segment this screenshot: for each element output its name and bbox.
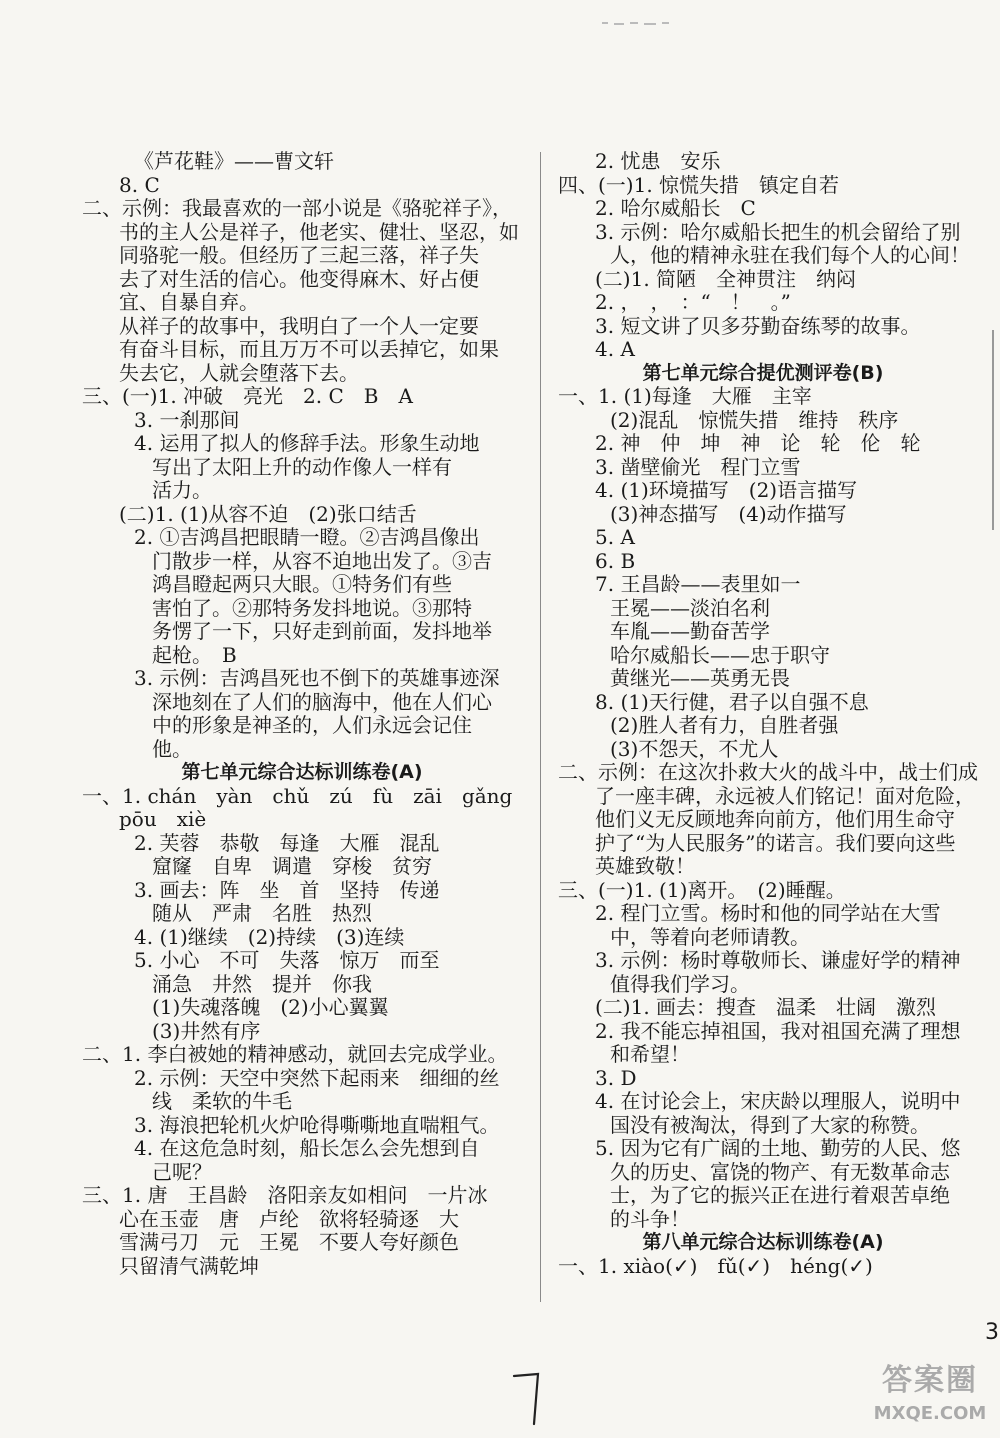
answer-line: 一、1. (1)每逢 大雁 主宰 [558, 384, 812, 408]
handwritten-mark [508, 1368, 548, 1428]
answer-line: 6. B [595, 548, 636, 573]
answer-line: 《芦花鞋》——曹文轩 [134, 149, 334, 173]
answer-line: 深地刻在了人们的脑海中，他在人们心 [152, 689, 492, 714]
answer-line: 起枪。 B [152, 642, 237, 667]
answer-line: 5. A [595, 525, 635, 549]
answer-line: 随从 严肃 名胜 热烈 [152, 901, 372, 925]
answer-line: 3. 短文讲了贝多芬勤奋练琴的故事。 [595, 313, 921, 338]
answer-line: 4. (1)环境描写 (2)语言描写 [595, 478, 858, 502]
answer-line: 2. 神 仲 坤 神 论 轮 伦 轮 [595, 431, 921, 455]
answer-line: 4. A [595, 337, 635, 361]
answer-line: 3. 凿壁偷光 程门立雪 [595, 454, 801, 479]
answer-line: 3. 海浪把轮机火炉呛得嘶嘶地直喘粗气。 [134, 1112, 500, 1137]
page-number: 3 [985, 1320, 999, 1345]
answer-line: 线 柔软的牛毛 [152, 1089, 292, 1113]
answer-line: 3. 示例：杨时尊敬师长、谦虚好学的精神 [595, 948, 961, 972]
answer-line: 窟窿 自卑 调遣 穿梭 贫穷 [152, 854, 432, 878]
answer-line: 哈尔威船长——忠于职守 [610, 642, 830, 667]
answer-line: (二)1. 画去：搜查 温柔 壮阔 激烈 [595, 995, 937, 1019]
answer-line: 2. ①吉鸿昌把眼睛一瞪。②吉鸿昌像出 [134, 525, 480, 549]
section-title: 第八单元综合达标训练卷(A) [642, 1231, 884, 1253]
answer-line: 和希望！ [610, 1042, 690, 1066]
answer-line: 值得我们学习。 [610, 971, 750, 996]
answer-line: pōu xiè [119, 807, 207, 831]
answer-line: 8. (1)天行健，君子以自强不息 [595, 689, 869, 714]
answer-line: (3)不怨天，不尤人 [610, 736, 779, 761]
answer-line: 4. 在这危急时刻，船长怎么会先想到自 [134, 1136, 480, 1160]
answer-line: 他们义无反顾地奔向前方，他们用生命守 [595, 807, 955, 831]
section-title: 第七单元综合提优测评卷(B) [642, 361, 884, 384]
answer-line: 他。 [152, 736, 192, 761]
section-title: 第七单元综合达标训练卷(A) [181, 761, 423, 783]
answer-line: 一、1. chán yàn chǔ zú fù zāi gǎng [82, 783, 513, 808]
answer-line: 了一座丰碑，永远被人们铭记！面对危险， [595, 783, 975, 808]
answer-line: 5. 小心 不可 失落 惊万 而至 [134, 948, 440, 972]
answer-line: 久的历史、富饶的物产、有无数革命志 [610, 1159, 950, 1184]
left-answer-column [82, 150, 522, 1278]
answer-line: 写出了太阳上升的动作像人一样有 [152, 454, 452, 479]
answer-line: 士，为了它的振兴正在进行着艰苦卓绝 [610, 1183, 950, 1207]
answer-line: 雪满弓刀 元 王冕 不要人夸好颜色 [119, 1230, 459, 1254]
answer-line: 害怕了。②那特务发抖地说。③那特 [152, 595, 472, 620]
answer-line: 一、1. xiào(✓) fǔ(✓) héng(✓) [558, 1253, 873, 1278]
answer-line: 中的形象是神圣的，人们永远会记住 [152, 713, 472, 737]
answer-line: 黄继光——英勇无畏 [610, 666, 790, 690]
answer-line: 二、示例：我最喜欢的一部小说是《骆驼祥子》， [82, 196, 512, 220]
answer-line: 2. 芙蓉 恭敬 每逢 大雁 混乱 [134, 830, 440, 855]
watermark-logo: 答案圈 [882, 1363, 978, 1398]
answer-line: 三、(一)1. (1)离开。 (2)睡醒。 [558, 877, 846, 902]
column-divider [540, 152, 541, 1302]
answer-line: 人，他的精神永驻在我们每个人的心间！ [610, 243, 970, 267]
answer-line: (二)1. (1)从容不迫 (2)张口结舌 [119, 501, 417, 526]
answer-line: 有奋斗目标，而且万万不可以丢掉它，如果 [119, 337, 499, 361]
answer-line: 2. 示例：天空中突然下起雨来 细细的丝 [134, 1065, 500, 1090]
answer-line: 从祥子的故事中，我明白了一个人一定要 [119, 313, 479, 338]
answer-line: 王冕——淡泊名利 [610, 595, 770, 620]
page-edge-shadow [992, 330, 1000, 530]
answer-line: 2. 我不能忘掉祖国，我对祖国充满了理想 [595, 1018, 961, 1043]
answer-line: 涌急 井然 提并 你我 [152, 971, 372, 996]
answer-line: 3. 示例：吉鸿昌死也不倒下的英雄事迹深 [134, 666, 500, 690]
answer-line: 车胤——勤奋苦学 [610, 619, 770, 643]
answer-line: 7. 王昌龄——表里如一 [595, 572, 801, 596]
answer-line: 只留清气满乾坤 [119, 1253, 259, 1278]
answer-line: 4. (1)继续 (2)持续 (3)连续 [134, 924, 405, 949]
answer-line: 2. 哈尔威船长 C [595, 196, 756, 220]
answer-line: 国没有被淘汰，得到了大家的称赞。 [610, 1112, 930, 1137]
answer-line: 的斗争！ [610, 1206, 690, 1231]
answer-line: (二)1. 简陋 全神贯注 纳闷 [595, 266, 857, 291]
answer-line: 3. 示例：哈尔威船长把生的机会留给了别 [595, 219, 961, 244]
answer-line: 务愣了一下，只好走到前面，发抖地举 [152, 619, 492, 643]
answer-line: 5. 因为它有广阔的土地、勤劳的人民、悠 [595, 1136, 961, 1160]
answer-line: (1)失魂落魄 (2)小心翼翼 [152, 995, 389, 1019]
answer-line: 英雄致敬！ [595, 854, 695, 878]
answer-line: 中，等着向老师请教。 [610, 924, 810, 949]
watermark-url: MXQE.COM [873, 1403, 987, 1424]
answer-line: 三、(一)1. 冲破 亮光 2. C B A [82, 384, 413, 408]
answer-line: 己呢？ [152, 1159, 212, 1184]
answer-line: 2. 程门立雪。杨时和他的同学站在大雪 [595, 901, 941, 925]
answer-line: (3)井然有序 [152, 1018, 261, 1043]
answer-line: 3. 一刹那间 [134, 407, 240, 432]
answer-line: 8. C [119, 172, 160, 197]
answer-line: 心在玉壶 唐 卢纶 欲将轻骑逐 大 [119, 1206, 459, 1231]
answer-line: 2. ， ， ：“ ！ 。” [595, 290, 791, 314]
answer-line: (3)神态描写 (4)动作描写 [610, 501, 847, 526]
answer-line: 书的主人公是祥子，他老实、健壮、坚忍，如 [119, 219, 519, 244]
answer-line: 门散步一样，从容不迫地出发了。③吉 [152, 548, 492, 573]
answer-line: 二、1. 李白被她的精神感动，就回去完成学业。 [82, 1042, 508, 1066]
answer-line: 失去它，人就会堕落下去。 [119, 360, 359, 385]
answer-line: 4. 运用了拟人的修辞手法。形象生动地 [134, 431, 480, 455]
answer-line: 2. 忧患 安乐 [595, 149, 721, 173]
scan-artifact [600, 14, 680, 24]
site-watermark [865, 1355, 995, 1435]
answer-line: (2)胜人者有力，自胜者强 [610, 713, 839, 737]
answer-line: 4. 在讨论会上，宋庆龄以理服人，说明中 [595, 1089, 961, 1113]
answer-line: 鸿昌瞪起两只大眼。①特务们有些 [152, 572, 452, 596]
right-answer-column [558, 149, 978, 1278]
answer-line: 去了对生活的信心。他变得麻木、好占便 [119, 266, 479, 291]
answer-line: 同骆驼一般。但经历了三起三落，祥子失 [119, 243, 479, 267]
answer-line: 3. 画去：阵 坐 首 坚持 传递 [134, 877, 440, 902]
answer-line: 3. D [595, 1065, 637, 1090]
answer-line: 护了“为人民服务”的诺言。我们要向这些 [595, 830, 956, 855]
answer-line: 宜、自暴自弃。 [119, 290, 259, 314]
answer-line: (2)混乱 惊慌失措 维持 秩序 [610, 407, 899, 432]
answer-line: 活力。 [152, 478, 212, 502]
answer-line: 三、1. 唐 王昌龄 洛阳亲友如相问 一片冰 [82, 1183, 488, 1207]
answer-line: 四、(一)1. 惊慌失措 镇定自若 [558, 172, 840, 197]
answer-line: 二、示例：在这次扑救大火的战斗中，战士们成 [558, 760, 978, 784]
